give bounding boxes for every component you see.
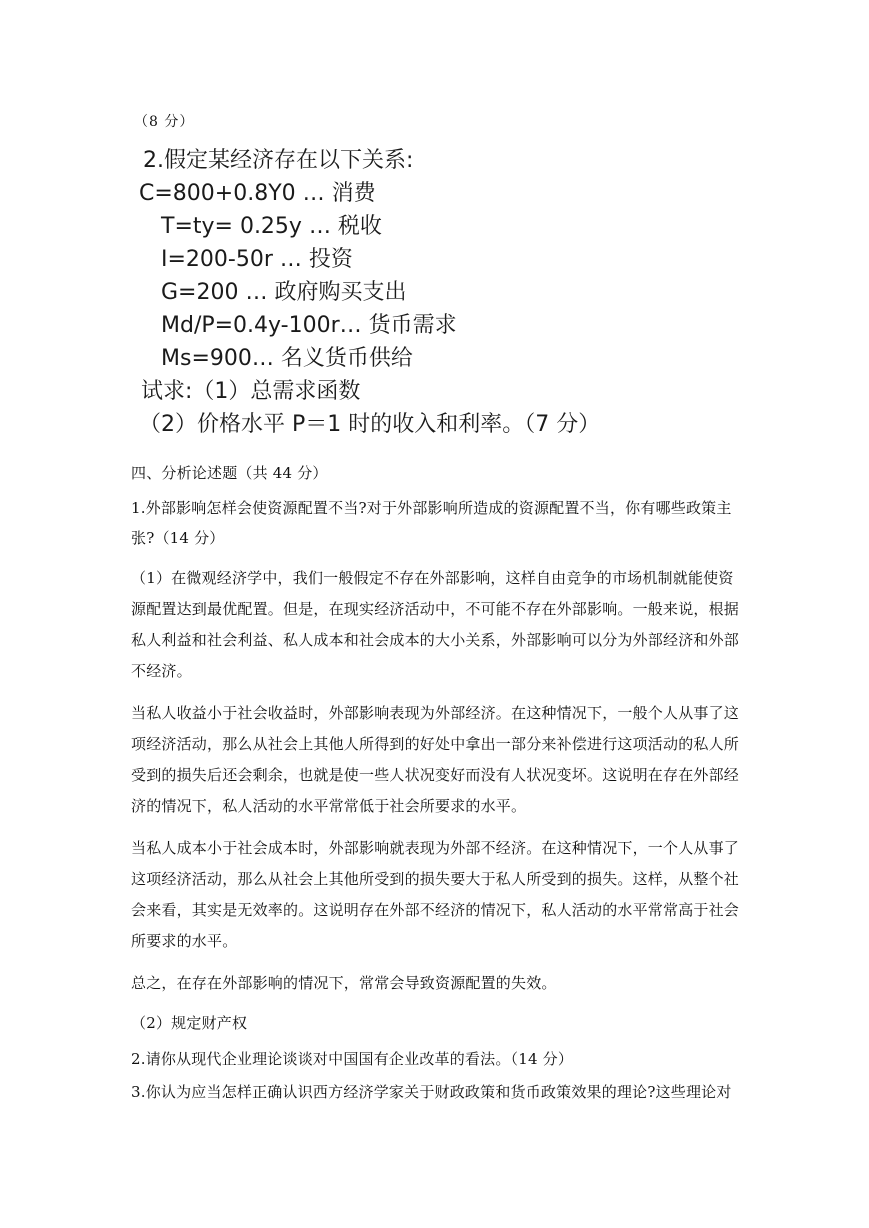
paragraph-line: 源配置达到最优配置。但是，在现实经济活动中，不可能不存在外部影响。一般来说，根据	[131, 600, 740, 618]
paragraph-line: 这项经济活动，那么从社会上其他所受到的损失要大于私人所受到的损失。这样，从整个社	[131, 870, 740, 888]
question-2-ask-1: 试求:（1）总需求函数	[141, 379, 361, 404]
paragraph-line: 济的情况下，私人活动的水平常常低于社会所要求的水平。	[131, 797, 527, 815]
paragraph-line: 1.外部影响怎样会使资源配置不当?对于外部影响所造成的资源配置不当，你有哪些政策主	[131, 499, 732, 517]
paragraph-line: 当私人成本小于社会成本时，外部影响就表现为外部不经济。在这种情况下，一个人从事了	[131, 839, 740, 857]
question-2-ask-2: （2）价格水平 P＝1 时的收入和利率。（7 分）	[139, 412, 601, 437]
equation-tax: T=ty= 0.25y … 税收	[161, 214, 382, 239]
paragraph-line: 3.你认为应当怎样正确认识西方经济学家关于财政政策和货币政策效果的理论?这些理论对	[131, 1083, 732, 1101]
paragraph-line: 不经济。	[131, 662, 192, 680]
paragraph-line: 张?（14 分）	[131, 529, 225, 547]
paragraph-line: （2）规定财产权	[131, 1014, 248, 1032]
equation-money-demand: Md/P=0.4y-100r… 货币需求	[161, 313, 457, 338]
equation-investment: I=200-50r … 投资	[161, 247, 353, 272]
question-2-title: 2.假定某经济存在以下关系:	[143, 148, 414, 173]
paragraph-line: （1）在微观经济学中，我们一般假定不存在外部影响，这样自由竞争的市场机制就能使资	[131, 569, 734, 587]
paragraph-line: 所要求的水平。	[131, 932, 238, 950]
paragraph-line: 受到的损失后还会剩余，也就是使一些人状况变好而没有人状况变坏。这说明在存在外部经	[131, 766, 740, 784]
paragraph-line: 总之，在存在外部影响的情况下，常常会导致资源配置的失效。	[131, 974, 557, 992]
paragraph-line: 会来看，其实是无效率的。这说明存在外部不经济的情况下，私人活动的水平常常高于社会	[131, 901, 740, 919]
paragraph-line: 私人利益和社会利益、私人成本和社会成本的大小关系，外部影响可以分为外部经济和外部	[131, 631, 740, 649]
equation-money-supply: Ms=900… 名义货币供给	[161, 346, 413, 371]
equation-consumption: C=800+0.8Y0 … 消费	[139, 181, 376, 206]
paragraph-line: 2.请你从现代企业理论谈谈对中国国有企业改革的看法。（14 分）	[131, 1050, 574, 1068]
section-4-heading: 四、分析论述题（共 44 分）	[131, 464, 328, 482]
score-label: （8 分）	[134, 114, 195, 130]
paragraph-line: 当私人收益小于社会收益时，外部影响表现为外部经济。在这种情况下，一般个人从事了这	[131, 704, 740, 722]
equation-government: G=200 … 政府购买支出	[161, 280, 407, 305]
paragraph-line: 项经济活动，那么从社会上其他人所得到的好处中拿出一部分来补偿进行这项活动的私人所	[131, 735, 740, 753]
